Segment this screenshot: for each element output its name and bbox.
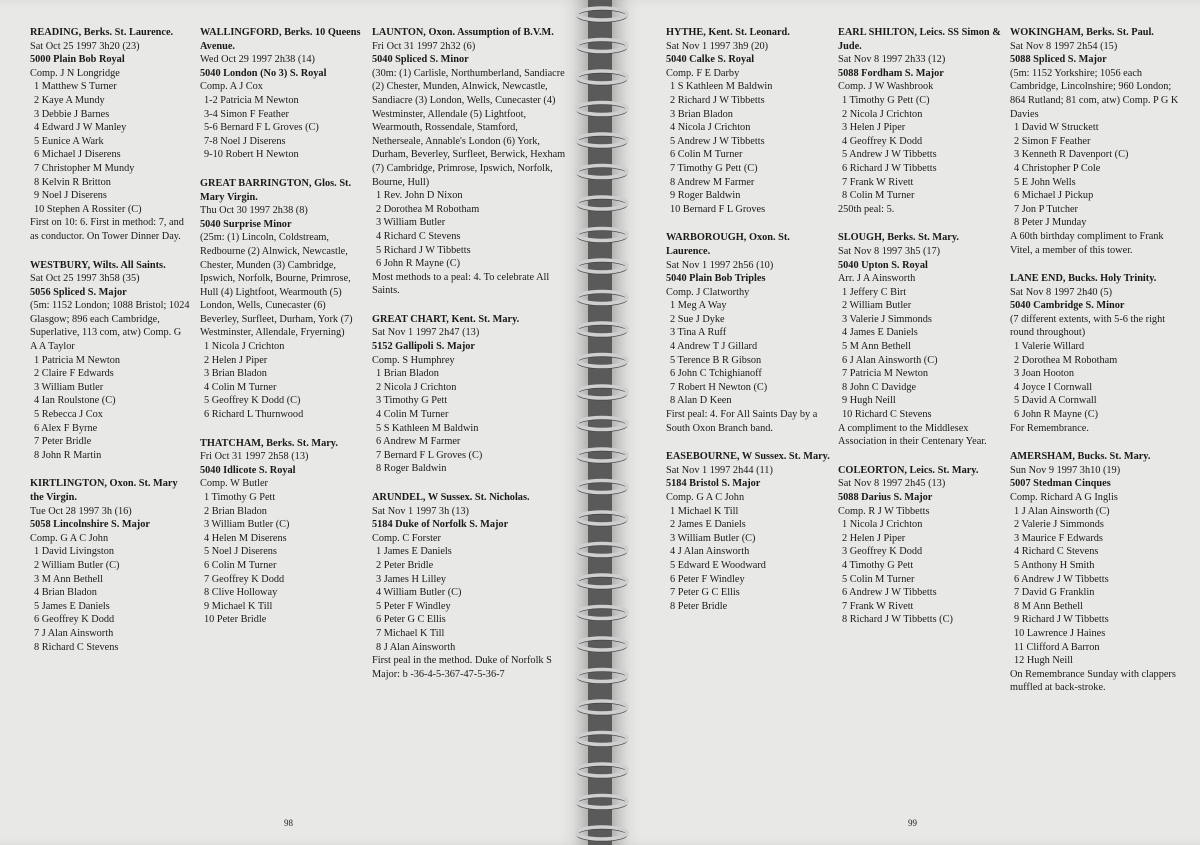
ringer: 1-2 Patricia M Newton bbox=[204, 94, 299, 106]
peal-method: 5040 Calke S. Royal bbox=[666, 54, 755, 66]
ringer: 1 Nicola J Crichton bbox=[204, 341, 285, 353]
tower-name: ARUNDEL, W Sussex. St. Nicholas. bbox=[372, 492, 530, 503]
ringer: 1 Rev. John D Nixon bbox=[376, 190, 463, 202]
ringer: 10 Richard C Stevens bbox=[842, 409, 932, 421]
ringer: 7 Peter Bridle bbox=[34, 436, 92, 448]
ringer: 6 Andrew M Farmer bbox=[376, 436, 461, 448]
ringer: 2 Helen J Piper bbox=[204, 354, 268, 366]
ringer: 2 Kaye A Mundy bbox=[34, 94, 105, 106]
peal-entry bbox=[1010, 272, 1186, 435]
right-column-1 bbox=[666, 26, 834, 628]
ringer: 5 E John Wells bbox=[1014, 176, 1076, 188]
ringer: 4 Colin M Turner bbox=[204, 381, 277, 393]
ringer: 2 Nicola J Crichton bbox=[842, 108, 923, 120]
tower-name: EARL SHILTON, Leics. SS Simon & Jude. bbox=[838, 27, 1001, 52]
footnote: For Remembrance. bbox=[1010, 422, 1089, 434]
ringer: 5 Edward E Woodward bbox=[670, 559, 766, 571]
footnote: First peal: 4. For All Saints Day by a South Oxon Branch band. bbox=[666, 409, 818, 434]
peal-date: Sat Oct 25 1997 3h58 (35) bbox=[30, 273, 140, 285]
ringer: 6 John C Tchighianoff bbox=[670, 368, 762, 380]
ringer: 1 Matthew S Turner bbox=[34, 81, 117, 93]
footnote: Most methods to a peal: 4. To celebrate All Saints. bbox=[372, 271, 550, 297]
peal-method: 5152 Gallipoli S. Major bbox=[372, 341, 475, 353]
ringer: 6 Richard J W Tibbetts bbox=[842, 162, 937, 174]
ringer: 8 Richard C Stevens bbox=[34, 641, 119, 653]
composer: Comp. W Butler bbox=[200, 478, 268, 490]
ringer: 7 Frank W Rivett bbox=[842, 600, 914, 612]
ringer: 7 Robert H Newton (C) bbox=[670, 381, 768, 393]
peal-method: 5058 Lincolnshire S. Major bbox=[30, 519, 150, 531]
left-column-3 bbox=[372, 26, 568, 696]
ringer: 7 Geoffrey K Dodd bbox=[204, 573, 285, 585]
peal-entry bbox=[30, 477, 190, 654]
ringer: 4 Joyce I Cornwall bbox=[1014, 381, 1093, 393]
ringer: 7 Jon P Tutcher bbox=[1014, 203, 1078, 215]
ringer: 10 Peter Bridle bbox=[204, 614, 267, 626]
spiral-binding bbox=[572, 0, 632, 845]
peal-date: Thu Oct 30 1997 2h38 (8) bbox=[200, 205, 308, 217]
peal-date: Fri Oct 31 1997 2h58 (13) bbox=[200, 451, 309, 463]
tower-name: KIRTLINGTON, Oxon. St. Mary the Virgin. bbox=[30, 478, 178, 503]
footnote: First peal in the method. Duke of Norfolk S Major: b -36-4-5-367-47-5-36-7 bbox=[372, 655, 552, 680]
ringer: 6 Geoffrey K Dodd bbox=[34, 614, 115, 626]
ringer: 6 J Alan Ainsworth (C) bbox=[842, 354, 938, 366]
ringer: 10 Lawrence J Haines bbox=[1014, 627, 1106, 639]
ringer: 5-6 Bernard F L Groves (C) bbox=[204, 122, 319, 134]
ringer: 1 S Kathleen M Baldwin bbox=[670, 81, 773, 93]
composer: Comp. J W Washbrook bbox=[838, 81, 934, 93]
ringer: 5 Geoffrey K Dodd (C) bbox=[204, 395, 301, 407]
tower-name: GREAT BARRINGTON, Glos. St. Mary Virgin. bbox=[200, 177, 352, 203]
peal-method: 5184 Bristol S. Major bbox=[666, 478, 761, 490]
peal-method: 5040 Cambridge S. Minor bbox=[1010, 300, 1125, 312]
ringer: 3 Debbie J Barnes bbox=[34, 108, 110, 120]
ringer: 2 William Butler (C) bbox=[34, 559, 120, 571]
ringer: 8 Kelvin R Britton bbox=[34, 176, 111, 188]
peal-date: Fri Oct 31 1997 2h32 (6) bbox=[372, 40, 476, 52]
ringer: 7 Bernard F L Groves (C) bbox=[376, 449, 483, 461]
composer: Comp. J N Longridge bbox=[30, 67, 120, 79]
peal-method: 5040 London (No 3) S. Royal bbox=[200, 67, 327, 79]
tower-name: SLOUGH, Berks. St. Mary. bbox=[838, 232, 959, 244]
ringer: 4 Colin M Turner bbox=[376, 409, 449, 421]
method-details: (30m: (1) Carlisle, Northumberland, Sandiacre (2) Chester, Munden, Alnwick, Newcastle, Sandiacre (3) London, Wells, Cunecaster (4) Westminster, Allendale (5) Lightfoot, Wearmouth, Rossendale, Stamford, Netherseale, Annable's London (6) York, Durham, Beverley, Surfleet, Berwick, Hexham (7) Cambridge, Primrose, Ipswich, Norfolk, Bourne, Hull) bbox=[372, 67, 566, 188]
ringer: 2 William Butler bbox=[842, 300, 912, 312]
ringer: 1 Meg A Way bbox=[670, 300, 727, 312]
ringer: 2 Dorothea M Robotham bbox=[376, 203, 480, 215]
ringer: 8 M Ann Bethell bbox=[1014, 600, 1083, 612]
ringer: 7 David G Franklin bbox=[1014, 587, 1095, 599]
peal-method: 5000 Plain Bob Royal bbox=[30, 54, 125, 66]
ringer: 9 Hugh Neill bbox=[842, 395, 896, 407]
peal-date: Sat Nov 8 1997 2h54 (15) bbox=[1010, 40, 1118, 52]
peal-date: Sat Nov 8 1997 3h5 (17) bbox=[838, 245, 941, 257]
right-page-number: 99 bbox=[908, 818, 917, 828]
tower-name: AMERSHAM, Bucks. St. Mary. bbox=[1010, 451, 1151, 463]
method-details: (25m: (1) Lincoln, Coldstream, Redbourne (2) Alnwick, Newcastle, Chester, Munden (3) Cambridge, Ipswich, Norfolk, Bourne, Primrose, Hull (4) Lightfoot, Wearmouth (5) London, Wells, Cunecaster (6) Beverley, Surfleet, Durham, York (7) Westminster, Allendale, Fryerning) bbox=[200, 232, 353, 339]
footnote: A compliment to the Middlesex Association in their Centenary Year. bbox=[838, 422, 987, 448]
tower-name: THATCHAM, Berks. St. Mary. bbox=[200, 437, 338, 449]
ringer: 3 William Butler bbox=[376, 217, 446, 229]
ringer: 6 Colin M Turner bbox=[670, 149, 743, 161]
method-details: (5m: 1152 Yorkshire; 1056 each Cambridge, Lincolnshire; 960 London; 864 Rutland; 81 com, atw) Comp. P G K Davies bbox=[1010, 67, 1179, 120]
ringer: 7 J Alan Ainsworth bbox=[34, 627, 114, 639]
tower-name: LANE END, Bucks. Holy Trinity. bbox=[1010, 273, 1157, 285]
peal-date: Sat Nov 1 1997 3h (13) bbox=[372, 505, 469, 517]
ringer: 1 Patricia M Newton bbox=[34, 354, 121, 366]
ringer: 3 Helen J Piper bbox=[842, 122, 906, 134]
ringer: 3 Timothy G Pett bbox=[376, 395, 448, 407]
peal-entry bbox=[372, 313, 568, 476]
ringer: 8 Andrew M Farmer bbox=[670, 176, 755, 188]
peal-entry bbox=[838, 464, 1006, 627]
peal-method: 5040 Idlicote S. Royal bbox=[200, 464, 296, 476]
peal-date: Sat Nov 8 1997 2h45 (13) bbox=[838, 478, 946, 490]
peal-method: 5184 Duke of Norfolk S. Major bbox=[372, 519, 509, 531]
ringer: 4 Richard C Stevens bbox=[1014, 546, 1099, 558]
ringer: 5 M Ann Bethell bbox=[842, 341, 911, 353]
tower-name: READING, Berks. St. Laurence. bbox=[30, 27, 174, 38]
ringer: 2 Richard J W Tibbetts bbox=[670, 94, 765, 106]
ringer: 3 William Butler (C) bbox=[204, 519, 290, 531]
peal-entry bbox=[200, 26, 365, 162]
footnote: 250th peal: 5. bbox=[838, 203, 895, 215]
ringer: 8 John C Davidge bbox=[842, 381, 917, 393]
peal-date: Sat Nov 1 1997 3h9 (20) bbox=[666, 40, 769, 52]
peal-date: Sat Nov 8 1997 2h33 (12) bbox=[838, 54, 946, 66]
ringer: 6 Richard L Thurnwood bbox=[204, 409, 304, 421]
ringer: 3-4 Simon F Feather bbox=[204, 108, 289, 120]
ringer: 8 Peter Bridle bbox=[670, 600, 728, 612]
ringer: 9 Roger Baldwin bbox=[670, 190, 741, 202]
peal-method: 5040 Plain Bob Triples bbox=[666, 273, 766, 285]
ringer: 8 John R Martin bbox=[34, 449, 102, 461]
composer: Comp. C Forster bbox=[372, 532, 441, 544]
ringer: 4 Geoffrey K Dodd bbox=[842, 135, 923, 147]
peal-method: 5088 Spliced S. Major bbox=[1010, 54, 1107, 66]
peal-method: 5040 Spliced S. Minor bbox=[372, 54, 469, 66]
peal-date: Sat Nov 8 1997 2h40 (5) bbox=[1010, 286, 1113, 298]
ringer: 8 Colin M Turner bbox=[842, 190, 915, 202]
peal-entry bbox=[838, 231, 1006, 449]
ringer: 7 Michael K Till bbox=[376, 627, 445, 639]
ringer: 12 Hugh Neill bbox=[1014, 655, 1073, 667]
ringer: 8 J Alan Ainsworth bbox=[376, 641, 456, 653]
ringer: 4 Andrew T J Gillard bbox=[670, 341, 758, 353]
right-page bbox=[612, 0, 1200, 845]
ringer: 3 William Butler bbox=[34, 381, 104, 393]
ringer: 8 Alan D Keen bbox=[670, 395, 732, 407]
ringer: 6 Peter G C Ellis bbox=[376, 614, 446, 626]
ringer: 6 Peter F Windley bbox=[670, 573, 745, 585]
peal-entry bbox=[1010, 26, 1186, 257]
ringer: 7 Patricia M Newton bbox=[842, 368, 929, 380]
ringer: 6 John R Mayne (C) bbox=[376, 258, 461, 270]
ringer: 5 Anthony H Smith bbox=[1014, 559, 1095, 571]
ringer: 6 Andrew J W Tibbetts bbox=[1014, 573, 1109, 585]
right-column-3 bbox=[1010, 26, 1186, 710]
ringer: 2 Helen J Piper bbox=[842, 532, 906, 544]
ringer: 9 Noel J Diserens bbox=[34, 190, 107, 202]
ringer: 1 Brian Bladon bbox=[376, 368, 439, 380]
ringer: 8 Roger Baldwin bbox=[376, 463, 447, 475]
ringer: 5 S Kathleen M Baldwin bbox=[376, 422, 479, 434]
left-page bbox=[0, 0, 588, 845]
peal-method: 5088 Darius S. Major bbox=[838, 492, 933, 503]
peal-entry bbox=[1010, 450, 1186, 695]
ringer: 6 Andrew J W Tibbetts bbox=[842, 587, 937, 599]
left-column-1 bbox=[30, 26, 190, 669]
ringer: 10 Bernard F L Groves bbox=[670, 203, 766, 215]
peal-method: 5007 Stedman Cinques bbox=[1010, 478, 1111, 490]
ringer: 11 Clifford A Barron bbox=[1014, 641, 1100, 653]
left-column-2 bbox=[200, 26, 365, 642]
ringer: 1 Valerie Willard bbox=[1014, 341, 1085, 353]
ringer: 8 Richard J W Tibbetts (C) bbox=[842, 614, 953, 626]
ringer: 3 Brian Bladon bbox=[204, 368, 267, 380]
ringer: 5 Rebecca J Cox bbox=[34, 409, 103, 421]
ringer: 2 James E Daniels bbox=[670, 519, 746, 531]
ringer: 1 David W Struckett bbox=[1014, 122, 1099, 134]
ringer: 5 Peter F Windley bbox=[376, 600, 451, 612]
ringer: 7-8 Noel J Diserens bbox=[204, 135, 286, 147]
peal-method: 5040 Surprise Minor bbox=[200, 218, 292, 230]
composer: Comp. R J W Tibbetts bbox=[838, 505, 930, 517]
ringer: 5 David A Cornwall bbox=[1014, 395, 1097, 407]
ringer: 1 Jeffery C Birt bbox=[842, 286, 907, 298]
right-column-2 bbox=[838, 26, 1006, 642]
tower-name: WESTBURY, Wilts. All Saints. bbox=[30, 259, 166, 271]
footnote: On Remembrance Sunday with clappers muffled at back-stroke. bbox=[1010, 668, 1176, 694]
peal-date: Sat Nov 1 1997 2h44 (11) bbox=[666, 464, 773, 476]
ringer: 2 Nicola J Crichton bbox=[376, 381, 457, 393]
ringer: 1 Timothy G Pett bbox=[204, 492, 276, 503]
ringer: 4 Richard C Stevens bbox=[376, 230, 461, 242]
peal-date: Wed Oct 29 1997 2h38 (14) bbox=[200, 54, 315, 66]
ringer: 5 Andrew J W Tibbetts bbox=[842, 149, 937, 161]
ringer: 9-10 Robert H Newton bbox=[204, 149, 299, 161]
ringer: 2 Dorothea M Robotham bbox=[1014, 354, 1118, 366]
ringer: 2 Peter Bridle bbox=[376, 559, 434, 571]
ringer: 8 Clive Holloway bbox=[204, 587, 278, 599]
ringer: 4 Christopher P Cole bbox=[1014, 162, 1101, 174]
ringer: 1 Nicola J Crichton bbox=[842, 519, 923, 531]
tower-name: COLEORTON, Leics. St. Mary. bbox=[838, 464, 979, 476]
ringer: 6 Michael J Pickup bbox=[1014, 190, 1094, 202]
ringer: 4 Ian Roulstone (C) bbox=[34, 395, 116, 407]
ringer: 5 Colin M Turner bbox=[842, 573, 915, 585]
ringer: 3 Geoffrey K Dodd bbox=[842, 546, 923, 558]
ringer: 6 Alex F Byrne bbox=[34, 422, 98, 434]
peal-date: Sat Oct 25 1997 3h20 (23) bbox=[30, 40, 140, 52]
ringer: 4 James E Daniels bbox=[842, 327, 918, 339]
footnote: A 60th birthday compliment to Frank Vitel, a member of this tower. bbox=[1010, 230, 1164, 256]
footnote: First on 10: 6. First in method: 7, and as conductor. On Tower Dinner Day. bbox=[30, 217, 184, 242]
ringer: 7 Timothy G Pett (C) bbox=[670, 162, 758, 174]
ringer: 4 Nicola J Crichton bbox=[670, 122, 751, 134]
ringer: 4 Brian Bladon bbox=[34, 587, 97, 599]
peal-method: 5088 Fordham S. Major bbox=[838, 67, 944, 79]
composer: Comp. A J Cox bbox=[200, 81, 263, 93]
peal-entry bbox=[666, 231, 834, 435]
ringer: 10 Stephen A Rossiter (C) bbox=[34, 203, 142, 215]
ringer: 2 Sue J Dyke bbox=[670, 313, 725, 325]
composer: Comp. G A C John bbox=[30, 532, 109, 544]
ringer: 5 Terence B R Gibson bbox=[670, 354, 762, 366]
ringer: 5 Noel J Diserens bbox=[204, 546, 277, 558]
peal-entry bbox=[666, 26, 834, 216]
tower-name: WALLINGFORD, Berks. 10 Queens Avenue. bbox=[200, 27, 361, 52]
ringer: 1 J Alan Ainsworth (C) bbox=[1014, 505, 1110, 517]
tower-name: LAUNTON, Oxon. Assumption of B.V.M. bbox=[372, 27, 554, 38]
peal-date: Sat Nov 1 1997 2h56 (10) bbox=[666, 259, 774, 271]
peal-date: Sun Nov 9 1997 3h10 (19) bbox=[1010, 464, 1121, 476]
composer: Comp. Richard A G Inglis bbox=[1010, 492, 1118, 503]
composer: Comp. F E Darby bbox=[666, 67, 740, 79]
composer: Comp. G A C John bbox=[666, 492, 745, 503]
peal-method: 5040 Upton S. Royal bbox=[838, 259, 928, 271]
left-page-number: 98 bbox=[284, 818, 293, 828]
ringer: 9 Michael K Till bbox=[204, 600, 273, 612]
tower-name: WOKINGHAM, Berks. St. Paul. bbox=[1010, 27, 1154, 38]
ringer: 3 Brian Bladon bbox=[670, 108, 733, 120]
ringer: 1 Michael K Till bbox=[670, 505, 739, 517]
method-details: (5m: 1152 London; 1088 Bristol; 1024 Glasgow; 896 each Cambridge, Superlative, 113 com, atw) Comp. G A A Taylor bbox=[30, 300, 190, 353]
ringer: 3 Tina A Ruff bbox=[670, 327, 727, 339]
ringer: 3 James H Lilley bbox=[376, 573, 447, 585]
ringer: 9 Richard J W Tibbetts bbox=[1014, 614, 1109, 626]
ringer: 4 Timothy G Pett bbox=[842, 559, 914, 571]
ringer: 5 Andrew J W Tibbetts bbox=[670, 135, 765, 147]
ringer: 5 Eunice A Wark bbox=[34, 135, 104, 147]
ringer: 3 William Butler (C) bbox=[670, 532, 756, 544]
ringer: 4 Helen M Diserens bbox=[204, 532, 287, 544]
peal-date: Tue Oct 28 1997 3h (16) bbox=[30, 505, 132, 517]
ringer: 6 Colin M Turner bbox=[204, 559, 277, 571]
peal-entry bbox=[372, 26, 568, 298]
ringer: 2 Brian Bladon bbox=[204, 505, 267, 517]
ringer: 4 J Alan Ainsworth bbox=[670, 546, 750, 558]
peal-date: Sat Nov 1 1997 2h47 (13) bbox=[372, 327, 480, 339]
composer: Comp. J Clatworthy bbox=[666, 286, 750, 298]
peal-entry bbox=[200, 437, 365, 627]
ringer: 7 Christopher M Mundy bbox=[34, 162, 135, 174]
ringer: 3 Maurice F Edwards bbox=[1014, 532, 1103, 544]
ringer: 1 David Livingston bbox=[34, 546, 115, 558]
ringer: 7 Frank W Rivett bbox=[842, 176, 914, 188]
tower-name: WARBOROUGH, Oxon. St. Laurence. bbox=[666, 232, 790, 257]
method-details: (7 different extents, with 5-6 the right round throughout) bbox=[1010, 313, 1166, 339]
tower-name: EASEBOURNE, W Sussex. St. Mary. bbox=[666, 451, 830, 463]
ringer: 5 Richard J W Tibbetts bbox=[376, 244, 471, 256]
ringer: 4 William Butler (C) bbox=[376, 587, 462, 599]
ringer: 3 Valerie J Simmonds bbox=[842, 313, 932, 325]
ringer: 4 Edward J W Manley bbox=[34, 122, 127, 134]
composer: Comp. S Humphrey bbox=[372, 354, 455, 366]
peal-entry bbox=[666, 450, 834, 613]
ringer: 6 Michael J Diserens bbox=[34, 149, 121, 161]
ringer: 2 Claire F Edwards bbox=[34, 368, 114, 380]
tower-name: HYTHE, Kent. St. Leonard. bbox=[666, 27, 790, 38]
ringer: 8 Peter J Munday bbox=[1014, 217, 1087, 229]
ringer: 2 Simon F Feather bbox=[1014, 135, 1091, 147]
peal-method: 5056 Spliced S. Major bbox=[30, 286, 127, 298]
peal-entry bbox=[200, 177, 365, 422]
ringer: 5 James E Daniels bbox=[34, 600, 110, 612]
ringer: 1 Timothy G Pett (C) bbox=[842, 94, 930, 106]
ringer: 6 John R Mayne (C) bbox=[1014, 409, 1099, 421]
composer: Arr. J A Ainsworth bbox=[838, 273, 916, 285]
peal-entry bbox=[838, 26, 1006, 216]
ringer: 1 James E Daniels bbox=[376, 546, 452, 558]
ringer: 2 Valerie J Simmonds bbox=[1014, 519, 1104, 531]
tower-name: GREAT CHART, Kent. St. Mary. bbox=[372, 313, 520, 325]
ringer: 3 M Ann Bethell bbox=[34, 573, 103, 585]
ringer: 3 Joan Hooton bbox=[1014, 368, 1075, 380]
peal-entry bbox=[30, 26, 190, 244]
peal-entry bbox=[30, 259, 190, 463]
peal-entry bbox=[372, 491, 568, 681]
ringer: 7 Peter G C Ellis bbox=[670, 587, 740, 599]
ringer: 3 Kenneth R Davenport (C) bbox=[1014, 149, 1129, 161]
